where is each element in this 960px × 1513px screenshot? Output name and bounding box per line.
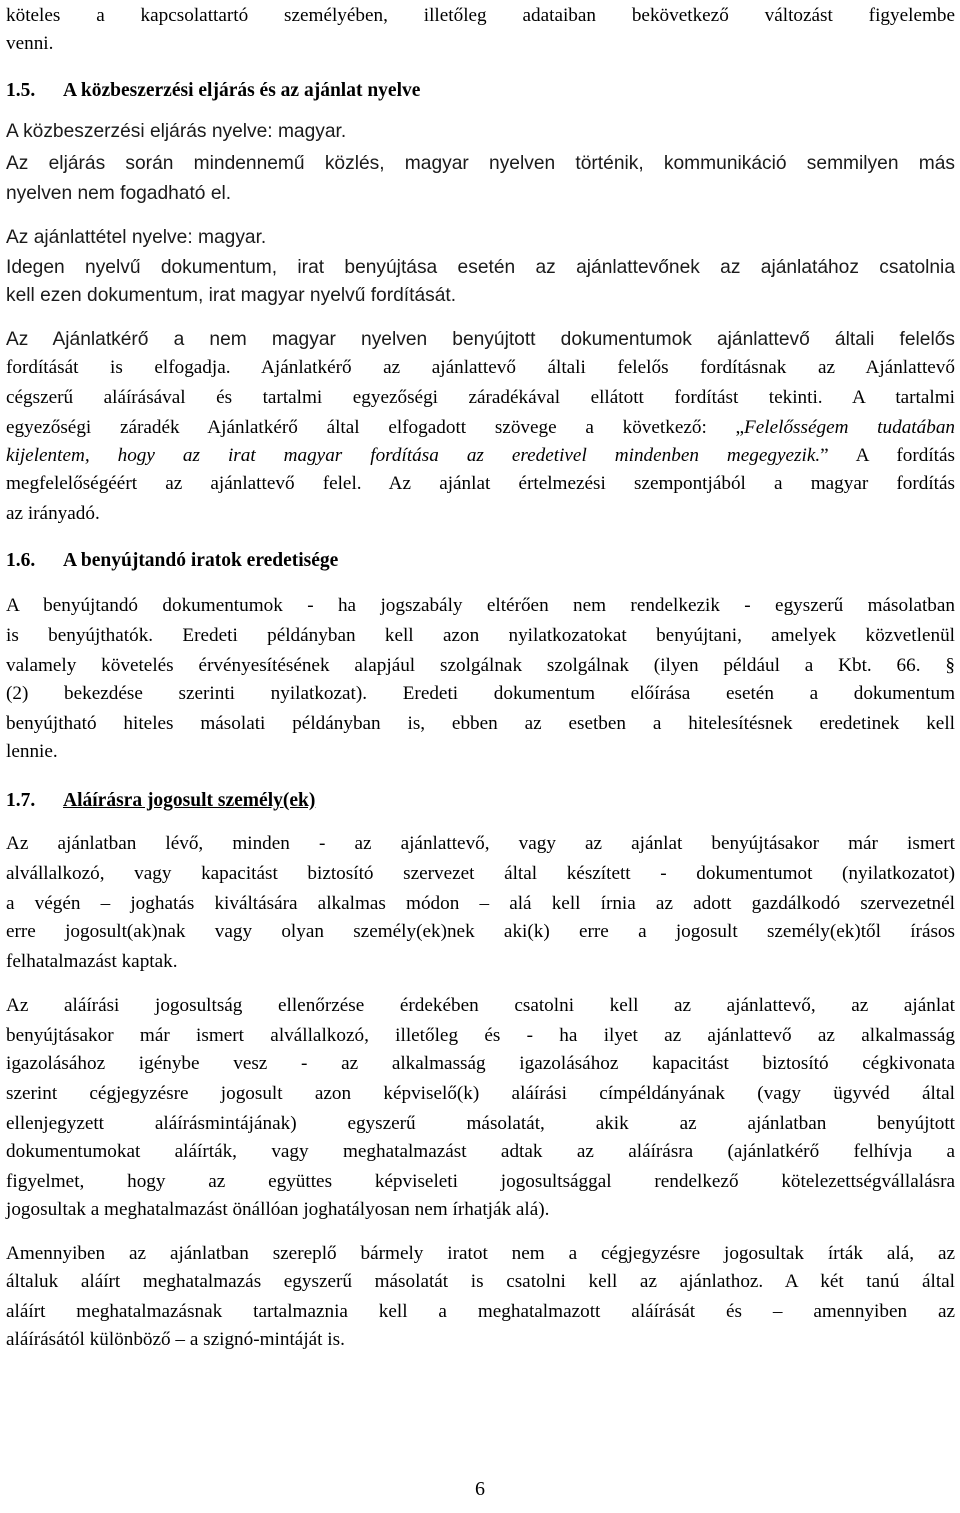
text-line: nyelven nem fogadható el. [6, 183, 232, 204]
text-line: igazolásához igénybe vesz - az alkalmasság igazolásához kapacitást biztosító cégkivonata [6, 1053, 955, 1074]
text-line: figyelmet, hogy az együttes képviseleti jogosultsággal rendelkező kötelezettségvállalásra [6, 1171, 955, 1192]
text-line: benyújtásakor már ismert alvállalkozó, illetőleg és - ha ilyet az ajánlattevő az alkalmasság [6, 1025, 955, 1046]
text-line: erre jogosult(ak)nak vagy olyan személy(ek)nek aki(k) erre a jogosult személy(ek)től írásos [6, 921, 955, 942]
text-line: aláírt meghatalmazásnak tartalmaznia kell a meghatalmazott aláírását és – amennyiben az [6, 1301, 955, 1322]
section-title: A benyújtandó iratok eredetisége [63, 550, 339, 571]
text-line: szerint cégjegyzésre jogosult azon képviselő(k) aláírási címpéldányának (vagy ügyvéd által [6, 1083, 955, 1104]
text-line: alvállalkozó, vagy kapacitást biztosító szervezet által készített - dokumentumot (nyilatkozatot) [6, 863, 955, 884]
text-line: venni. [6, 33, 54, 54]
text-line: jogosultak a meghatalmazást önállóan joghatályosan nem írhatják alá). [6, 1199, 550, 1220]
section-number: 1.5. [6, 80, 36, 101]
section-title: Aláírásra jogosult személy(ek) [63, 790, 316, 811]
section-heading [6, 550, 338, 572]
text-line: megfelelőségéért az ajánlattevő felel. Az ajánlat értelmezési szempontjából a magyar fordítás [6, 473, 955, 494]
text-line: egyezőségi záradék Ajánlatkérő által elfogadott szövege a következő: „Felelősségem tudatában [6, 417, 956, 438]
section-heading [6, 790, 315, 812]
text-line: ellenjegyzett aláírásmintájának) egyszerű másolatát, akik az ajánlatban benyújtott [6, 1113, 955, 1134]
section-number: 1.7. [6, 790, 36, 811]
text-line: Az Ajánlatkérő a nem magyar nyelven benyújtott dokumentumok ajánlattevő általi felelős [6, 329, 955, 350]
text-line: Az aláírási jogosultság ellenőrzése érdekében csatolni kell az ajánlattevő, az ajánlat [6, 995, 955, 1016]
text-line: valamely követelés érvényesítésének alapjául szolgálnak szolgálnak (ilyen például a Kbt. 66. § [6, 655, 955, 676]
text-line: kijelentem, hogy az irat magyar fordítása az eredetivel mindenben megegyezik.” A fordítás [6, 445, 955, 466]
text-line: Idegen nyelvű dokumentum, irat benyújtása esetén az ajánlattevőnek az ajánlatához csatolnia [6, 257, 955, 278]
text-line: dokumentumokat aláírták, vagy meghatalmazást adtak az aláírásra (ajánlatkérő felhívja a [6, 1141, 955, 1162]
text-line: Az ajánlatban lévő, minden - az ajánlattevő, vagy az ajánlat benyújtásakor már ismert [6, 833, 955, 854]
text-line: a végén – joghatás kiváltására alkalmas módon – alá kell írnia az adott gazdálkodó szervezetnél [6, 893, 955, 914]
section-title: A közbeszerzési eljárás és az ajánlat nyelve [63, 80, 421, 101]
text-line: köteles a kapcsolattartó személyében, illetőleg adataiban bekövetkező változást figyelembe [6, 5, 955, 26]
text-line: A benyújtandó dokumentumok - ha jogszabály eltérően nem rendelkezik - egyszerű másolatban [6, 595, 955, 616]
text-line: is benyújthatók. Eredeti példányban kell azon nyilatkozatokat benyújtani, amelyek közvetlenül [6, 625, 955, 646]
text-line: aláírásától különböző – a szignó-mintáját is. [6, 1329, 345, 1350]
text-line: lennie. [6, 741, 58, 762]
text-line: felhatalmazást kaptak. [6, 951, 178, 972]
page-number: 6 [475, 1478, 485, 1500]
text-line: kell ezen dokumentum, irat magyar nyelvű fordítását. [6, 285, 457, 306]
text-line: fordítását is elfogadja. Ajánlatkérő az ajánlattevő általi felelős fordításnak az Ajánlattevő [6, 357, 955, 378]
text-line: (2) bekezdése szerinti nyilatkozat). Eredeti dokumentum előírása esetén a dokumentum [6, 683, 955, 704]
text-line: cégszerű aláírásával és tartalmi egyezőségi záradékával ellátott fordítást tekinti. A tartalmi [6, 387, 955, 408]
text-line: Az ajánlattétel nyelve: magyar. [6, 227, 267, 248]
section-heading [6, 80, 420, 102]
text-line: az irányadó. [6, 503, 100, 524]
section-number: 1.6. [6, 550, 36, 571]
text-line: Amennyiben az ajánlatban szereplő bármely iratot nem a cégjegyzésre jogosultak írták alá, az [6, 1243, 955, 1264]
text-line: A közbeszerzési eljárás nyelve: magyar. [6, 121, 347, 142]
text-line: Az eljárás során mindennemű közlés, magyar nyelven történik, kommunikáció semmilyen más [6, 153, 955, 174]
text-line: általuk aláírt meghatalmazás egyszerű másolatát is csatolni kell az ajánlathoz. A két tanú által [6, 1271, 955, 1292]
text-line: benyújtható hiteles másolati példányban is, ebben az esetben a hitelesítésnek eredetinek kell [6, 713, 955, 734]
